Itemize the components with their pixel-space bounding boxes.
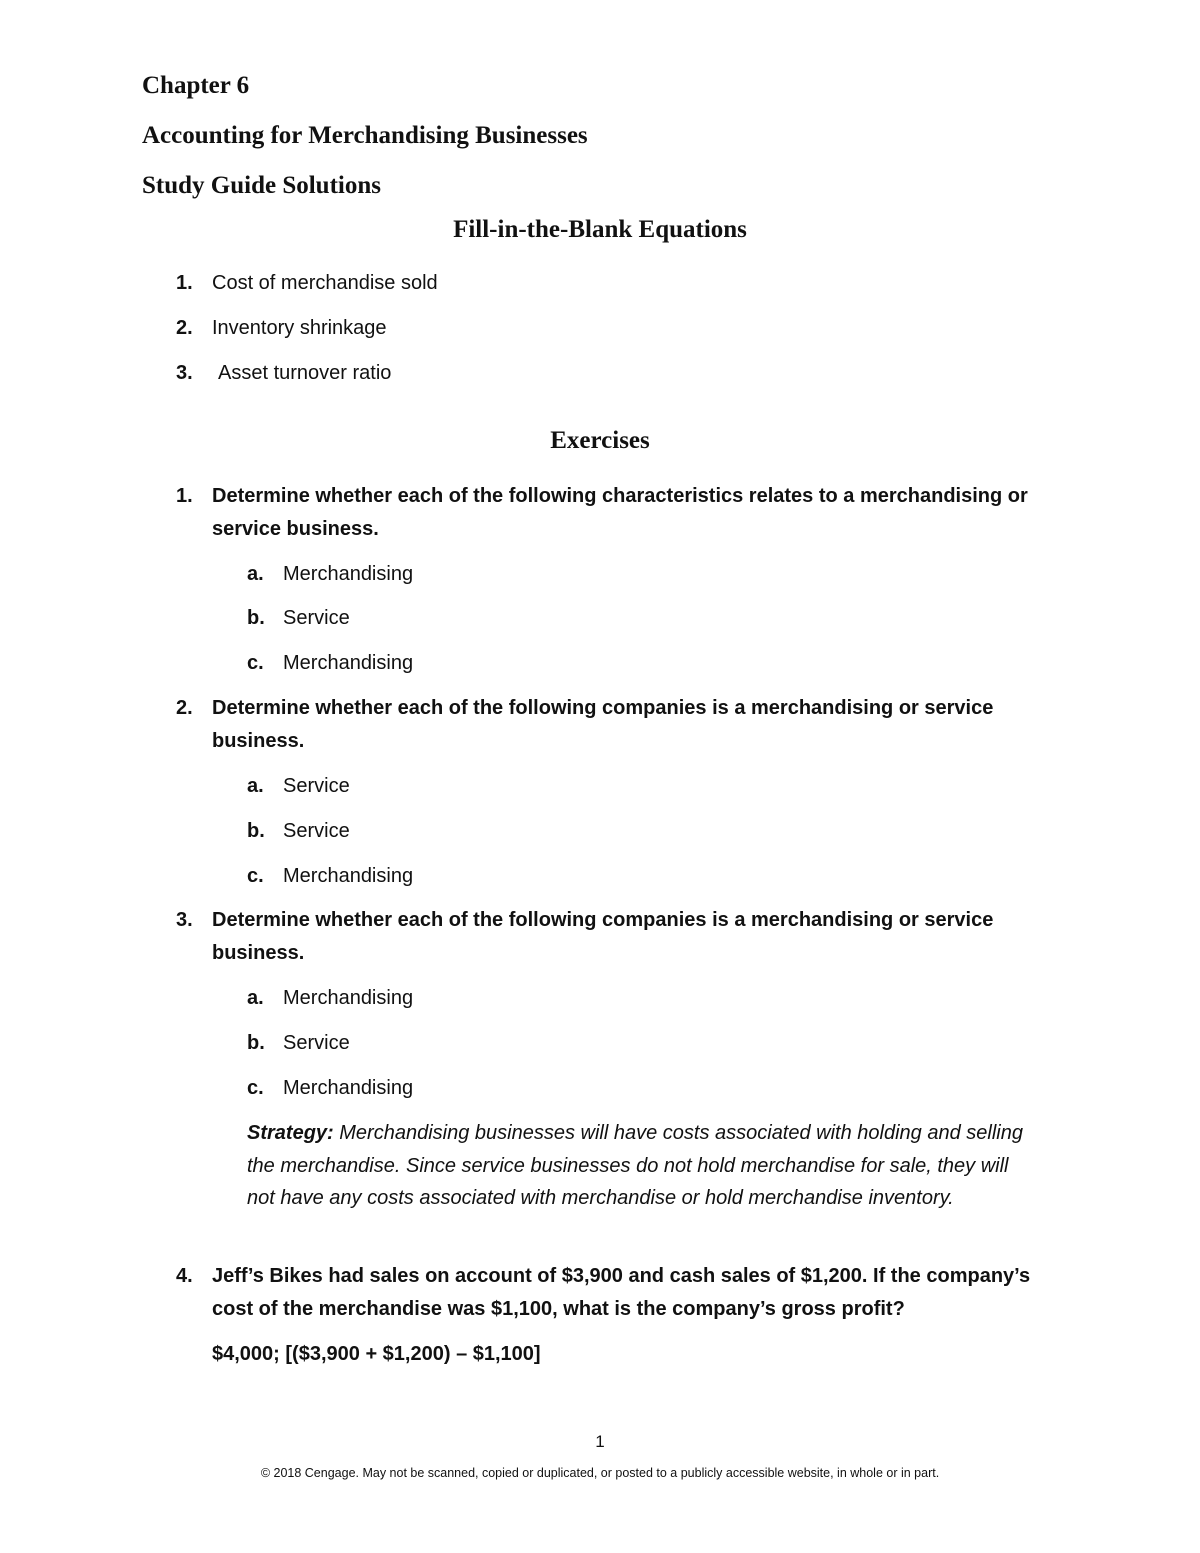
answer-letter: c. [247, 865, 264, 887]
question-number: 3. [176, 909, 193, 931]
document-title: Accounting for Merchandising Businesses [142, 122, 588, 149]
list-item: Inventory shrinkage [212, 317, 387, 339]
answer-text: Merchandising [283, 1077, 414, 1099]
answer-letter: b. [247, 820, 265, 842]
question-number: 4. [176, 1265, 193, 1287]
answer-text: Service [283, 820, 350, 842]
list-item-number: 1. [176, 272, 193, 294]
page-number: 1 [595, 1432, 605, 1451]
question-text: Determine whether each of the following companies is a merchandising or service business. [212, 697, 994, 752]
answer-text: $4,000; [($3,900 + $1,200) – $1,100] [212, 1343, 541, 1365]
list-item-number: 2. [176, 317, 193, 339]
question-text: Determine whether each of the following companies is a merchandising or service business. [212, 909, 994, 964]
answer-letter: a. [247, 563, 264, 585]
answer-letter: a. [247, 775, 264, 797]
answer-text: Service [283, 775, 350, 797]
list-item-number: 3. [176, 362, 193, 384]
copyright-notice: © 2018 Cengage. May not be scanned, copied or duplicated, or posted to a publicly accessible website, in whole or in part. [260, 1466, 940, 1480]
answer-text: Merchandising [283, 563, 414, 585]
strategy-note [247, 1117, 1037, 1215]
answer-text: Service [283, 607, 350, 629]
strategy-text: Merchandising businesses will have costs associated with holding and selling the merchandise. Since service businesses do not hold merchandise for sale, they will not have any costs associated with merchandise or hold merchandise inventory. [247, 1122, 1023, 1209]
question-number: 2. [176, 697, 193, 719]
answer-text: Service [283, 1032, 350, 1054]
question-text: Determine whether each of the following characteristics relates to a merchandising or service business. [212, 485, 1028, 540]
exercises-heading: Exercises [550, 427, 650, 454]
list-item: Asset turnover ratio [218, 362, 392, 384]
strategy-label: Strategy: [247, 1122, 334, 1144]
chapter-label: Chapter 6 [142, 72, 250, 99]
answer-letter: c. [247, 652, 264, 674]
question-number: 1. [176, 485, 193, 507]
fill-in-blank-heading: Fill-in-the-Blank Equations [453, 216, 747, 243]
answer-text: Merchandising [283, 865, 414, 887]
answer-text: Merchandising [283, 987, 414, 1009]
question-text: Jeff’s Bikes had sales on account of $3,900 and cash sales of $1,200. If the company’s cost of the merchandise was $1,100, what is the company’s gross profit? [212, 1265, 1031, 1320]
answer-text: Merchandising [283, 652, 414, 674]
answer-letter: b. [247, 607, 265, 629]
answer-letter: a. [247, 987, 264, 1009]
list-item: Cost of merchandise sold [212, 272, 438, 294]
document-subtitle: Study Guide Solutions [142, 172, 381, 199]
answer-letter: c. [247, 1077, 264, 1099]
answer-letter: b. [247, 1032, 265, 1054]
